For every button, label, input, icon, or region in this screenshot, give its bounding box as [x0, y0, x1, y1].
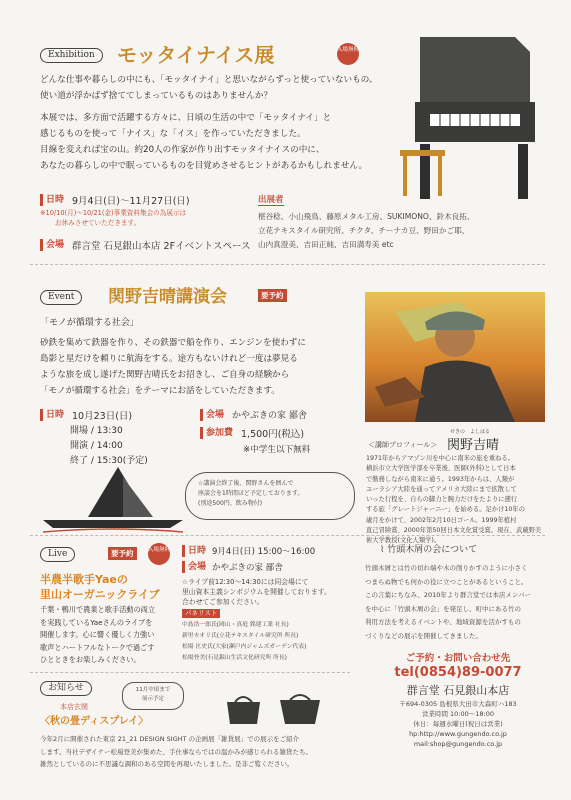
notice-description: 今年2月に開催された東京 21_21 DESIGN SIGHT の企画展「雑貨展」での展示をご紹介 します。当社デザイナー松場登美が集めた、手仕事ならではの温かみが感じられる雑貨たち。 雑然としているのに不思議な調和のある空間を再現いたしました。是非ご覧ください。 — [40, 735, 312, 768]
fee-label: 参加費 — [200, 427, 233, 439]
contact-hours: 営業時間 10:00～18:00 — [421, 710, 495, 718]
bamboo-description: 竹頭木屑とは竹の切れ端や木の削りかすのように小さく つまらぬ物でも何かの役に立つことがあるということ。 この言葉にちなみ、2010年より群言堂では本店メンバー を中心に「竹頭木屑の会」を発足し、町中にある竹の 利用方法を考えるイベントや、地域資源を活かすもの づくりなどの展示を開催してきました。 — [365, 564, 531, 640]
artists-line3: 山内真澄美、吉田正純、吉田満寿美 etc — [258, 240, 394, 249]
live-venue-row — [182, 561, 283, 573]
exhibition-intro-line2: 使い道が浮かばず捨ててしまっているものはありませんか？ — [40, 91, 273, 101]
exhibition-title: モッタイナイス展 — [117, 43, 275, 67]
event-end: 終了 / 15:30(予定) — [70, 456, 148, 466]
contact-box — [372, 650, 544, 775]
notice-tag: お知らせ — [40, 681, 92, 696]
divider — [30, 535, 545, 536]
speaker-portrait-icon — [365, 292, 545, 422]
notice-bubble: 11月中頃まで 展示予定 — [122, 682, 184, 710]
bags-illustration — [225, 690, 335, 725]
panelist-label: パネリスト — [182, 609, 220, 618]
live-free-badge: 入場無料 — [148, 543, 170, 565]
event-subtitle: 「モノが循環する社会」 — [40, 318, 139, 328]
event-date-row — [40, 408, 132, 422]
contact-title: ご予約・お問い合わせ先 — [405, 653, 511, 664]
live-date: 9月4日(日) 15:00～16:00 — [212, 547, 316, 557]
event-start: 開演 / 14:00 — [70, 441, 123, 451]
event-fee-note: ※中学生以下無料 — [243, 445, 311, 455]
live-note-line2: 里山資本主義シンポジウムを開催しております。 — [182, 588, 331, 596]
live-note-line1: ☆ライブ前12:30～14:30には同会場にて — [182, 578, 309, 586]
live-title-line2: 里山オーガニックライブ — [40, 588, 160, 601]
date-label: 日時 — [40, 194, 64, 206]
event-body-line2: 島影と星だけを頼りに航海をする。途方もないけれど一度は夢見る — [40, 354, 298, 364]
live-tag: Live — [40, 547, 75, 562]
exhibition-date-row — [40, 193, 190, 207]
event-fee-row — [200, 426, 304, 440]
bamboo-icon: ⌇ — [380, 545, 385, 555]
event-date: 10月23日(日) — [72, 411, 133, 422]
live-reservation-badge: 要予約 — [108, 547, 137, 560]
exhibition-note-line1: ※10/10(月)～10/21(金)事業資料集会の為展示は — [40, 209, 187, 217]
date-label: 日時 — [40, 409, 64, 421]
exhibition-venue: 群言堂 石見銀山本店 2Fイベントスペース — [72, 241, 251, 252]
contact-shop-name: 群言堂 石見銀山本店 — [406, 684, 510, 697]
event-open: 開場 / 13:30 — [70, 426, 123, 436]
venue-label: 会場 — [182, 561, 206, 573]
venue-label: 会場 — [40, 239, 64, 251]
contact-holiday: 休日：毎週水曜日(祝日は営業) — [413, 720, 503, 728]
contact-email-link[interactable]: mail:shop@gungendo.co.jp — [413, 740, 503, 748]
event-venue-row — [200, 408, 307, 421]
discussion-bubble: ☆講演会終了後、関野さんを囲んで 座談会を1時間ほど予定しております。 (別途500円、飲み物付) — [185, 472, 355, 520]
event-body-line1: 砂鉄を集めて鉄器を作り、その鉄器で船を作り、エンジンを使わずに — [40, 338, 306, 348]
piano-illustration — [400, 22, 550, 212]
profile-label: ＜講師プロフィール＞ — [368, 441, 438, 449]
event-body-line3: ような旅を成し遂げた関野吉晴氏をお招きし、ご自身の経験から — [40, 370, 290, 380]
date-label: 日時 — [182, 545, 206, 557]
exhibition-body-line2: 感じるものを使って「ナイス」な「イス」を作っていただきました。 — [40, 129, 306, 139]
venue-label: 会場 — [200, 409, 224, 421]
live-note-line3: 合わせてご参加ください。 — [182, 598, 264, 606]
exhibition-tag: Exhibition — [40, 48, 103, 63]
reservation-badge: 要予約 — [258, 289, 287, 302]
speaker-profile: 1971年からアマゾン川を中心に南米の旅を重ねる。 横浜市立大学医学部を卒業後、医師(外科)として日本 で勤務しながら南米に通う。1993年からは、人類が ユーラシア大陸を通ってアメリカ大陸にまで拡散して いった行程を、自らの脚力と腕力だけをたよりに遡行 する旅「グレートジャーニー」を始める。足かけ10年の 歳月をかけて、2002年2月10日ゴール。1999年植村 直己冒険賞、2000年第50回日本文化賞受賞。現在、武蔵野美 術大学教授(文化人類学)。 — [366, 455, 542, 545]
artists-line2: 立花テキスタイル研究所、チクタ、チーナカ豆、野田かご耶、 — [258, 226, 470, 235]
exhibition-body-line4: あなたの暮らしの中で眠っているものを目覚めさせるヒントがあるかもしれません。 — [40, 161, 368, 171]
artists-line1: 椹谷稔、小山飛鳥、藤原メタル工房、SUKIMONO、鈴木良拓、 — [258, 212, 475, 221]
speaker-photo — [365, 292, 545, 422]
live-date-row — [182, 545, 315, 557]
exhibition-intro-line1: どんな仕事や暮らしの中にも、「モッタイナイ」と思いながらずっと使っていないもの、 — [40, 75, 378, 85]
event-title: 関野吉晴講演会 — [108, 287, 227, 307]
live-venue: かやぶきの家 鄙舎 — [212, 563, 283, 573]
divider — [30, 264, 545, 265]
exhibition-note-line2: お休みさせていただきます。 — [55, 219, 141, 227]
panelist-list: 中島浩一郎氏(岡山・真庭 銘建工業 社長) 新里カオリ氏(立花テキスタイル研究所 所長) 松場 匡史氏(大家(瀬戸内ジャムズガーデン代表) 松場登美(石見銀山生活文化研究所 所長) — [182, 622, 307, 661]
live-title-line1: 半農半歌手Yaeの — [40, 573, 128, 586]
exhibition-venue-row — [40, 238, 251, 252]
contact-address: 〒694-0305 島根県大田市大森町ハ183 — [399, 700, 517, 708]
exhibition-date: 9月4日(日)～11月27日(日) — [72, 196, 190, 207]
contact-website-link[interactable]: hp:http://www.gungendo.co.jp — [409, 730, 507, 738]
speaker-name: 関野吉晴 — [447, 438, 500, 453]
event-tag: Event — [40, 290, 82, 305]
free-entry-badge: 入場無料 — [337, 43, 359, 65]
event-fee: 1,500円(税込) — [241, 429, 305, 440]
canoe-illustration — [38, 462, 188, 542]
notice-title: 〈秋の畳ディスプレイ〉 — [40, 716, 149, 727]
divider — [30, 672, 350, 673]
event-venue: かやぶきの家 鄙舎 — [232, 411, 307, 421]
event-body-line4: 「モノが循環する社会」をテーマにお話をしていただきます。 — [40, 386, 280, 396]
speaker-ruby: せきの よしはる — [450, 429, 491, 435]
artists-label: 出展者 — [258, 195, 284, 205]
notice-subtitle: 本店玄関 — [60, 703, 88, 711]
exhibition-body-line1: 本展では、多方面で活躍する方々に、日頃の生活の中で「モッタイナイ」と — [40, 113, 332, 123]
contact-phone: tel(0854)89-0077 — [394, 665, 522, 680]
live-description: 千葉・鴨川で農業と歌手活動の両立 を実践しているYaeさんのライブを 開催します。心に響く優しく力強い 歌声とハートフルなトークで過ごす ひとときをお楽しみください。 — [40, 605, 156, 664]
exhibition-body-line3: 目線を変えれば宝の山。約20人の作家が作り出すモッタイナイスの中に、 — [40, 145, 325, 155]
bamboo-title: ⌇ 竹頭木屑の会について — [380, 545, 478, 555]
